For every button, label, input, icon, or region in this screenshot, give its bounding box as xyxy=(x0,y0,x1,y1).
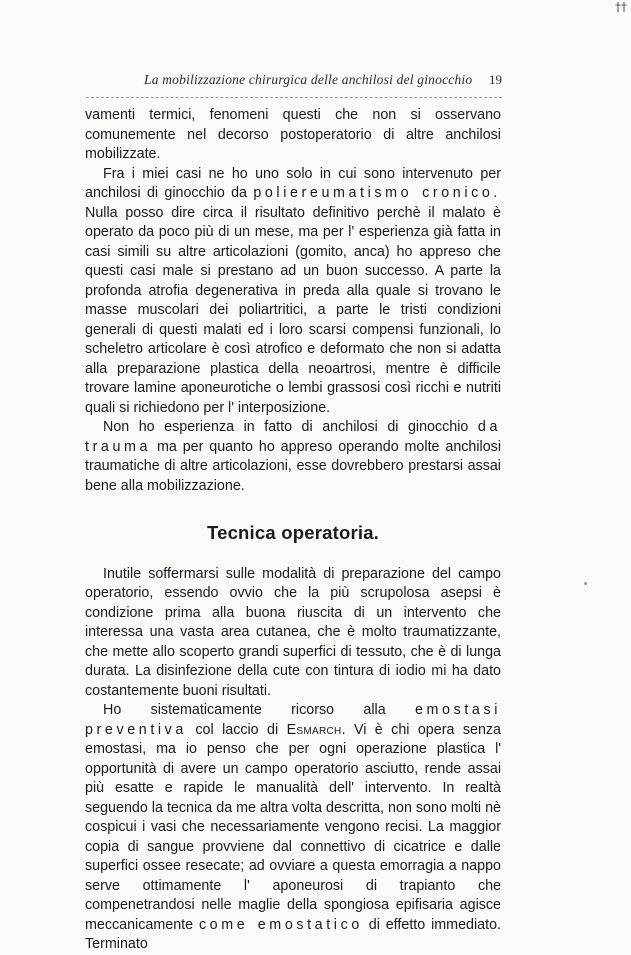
body-text xyxy=(85,106,501,955)
paragraph-1: vamenti termici, fenomeni questi che non si osservano comunemente nel decorso postoperatorio di altre anchilosi mobilizzate. xyxy=(85,107,501,162)
corner-mark: †† xyxy=(615,0,627,14)
paragraph-5: Ho sistematicamente ricorso alla emostasi preventiva col laccio di Esmarch. Vi è chi opera senza emostasi, ma io penso che per ogni operazione plastica l' opportunità di avere un campo operatorio asciutto, rende assai più esatte e rapide le manualità dell' intervento. In realtà seguendo la tecnica da me altra volta descritta, non sono molti nè cospicui i vasi che necessariamente vengono recisi. La maggior copia di sangue provviene dal connettivo di cicatrice e dalle superfici ossee resecate; ad ovviare a questa emorragia a nappo serve ottimamente l' aponeurosi di trapianto che compenetrandosi nelle maglie della spongiosa epifisaria agisce meccanicamente come emostatico di effetto immediato. Terminato xyxy=(85,702,501,952)
author-name: Esmarch xyxy=(286,721,342,738)
paragraph-3: Non ho esperienza in fatto di anchilosi di ginocchio da trauma ma per quanto ho appreso operando molte anchilosi traumatiche di altre articolazioni, esse dovrebbero prestarsi assai bene alla mobilizzazione. xyxy=(85,419,501,494)
emphasis-spaced: emostasi preventiva xyxy=(85,702,501,738)
emphasis-spaced: come emostatico xyxy=(198,916,363,933)
paragraph-4: Inutile soffermarsi sulle modalità di preparazione del campo operatorio, essendo ovvio che la più scrupolosa asepsi è condizione prima alla buona riuscita di un intervento che interessa una vasta area cutanea, che è molto traumatizzante, che mette allo scoperto grandi superfici di tessuto, che è di lunga durata. La disinfezione della cute con tintura di iodio mi ha dato costantemente buoni risultati. xyxy=(85,565,501,699)
running-title: La mobilizzazione chirurgica delle anchilosi del ginocchio xyxy=(144,72,473,87)
emphasis-spaced: poliereumatismo cronico. xyxy=(253,185,501,201)
emphasis-spaced: da trauma xyxy=(85,419,501,455)
paragraph-2: Fra i miei casi ne ho uno solo in cui sono intervenuto per anchilosi di ginocchio da poliereumatismo cronico. Nulla posso dire circa il risultato definitivo perchè il malato è operato da poco più di un mese, ma per l' esperienza già fatta in casi simili su altre articolazioni (gomito, anca) ho appreso che questi casi male si prestano ad un buon successo. A parte la profonda atrofia degenerativa in preda alla quale si trovano le masse muscolari dei poliartritici, a parte le tristi condizioni generali di questi malati ed i loro scarsi compensi funzionali, lo scheletro articolare è così atrofico e deformato che non si adatta alla preparazione plastica della neoartrosi, mentre è difficile trovare lamine aponeurotiche o lembi grassosi così ricchi e nutriti quali si richiedono per l' interposizione. xyxy=(85,165,501,416)
header-rule xyxy=(86,97,502,98)
page-header xyxy=(84,72,504,92)
section-heading: Tecnica operatoria. xyxy=(206,522,380,543)
page-number: 19 xyxy=(489,72,502,87)
paper-speck xyxy=(584,582,587,585)
